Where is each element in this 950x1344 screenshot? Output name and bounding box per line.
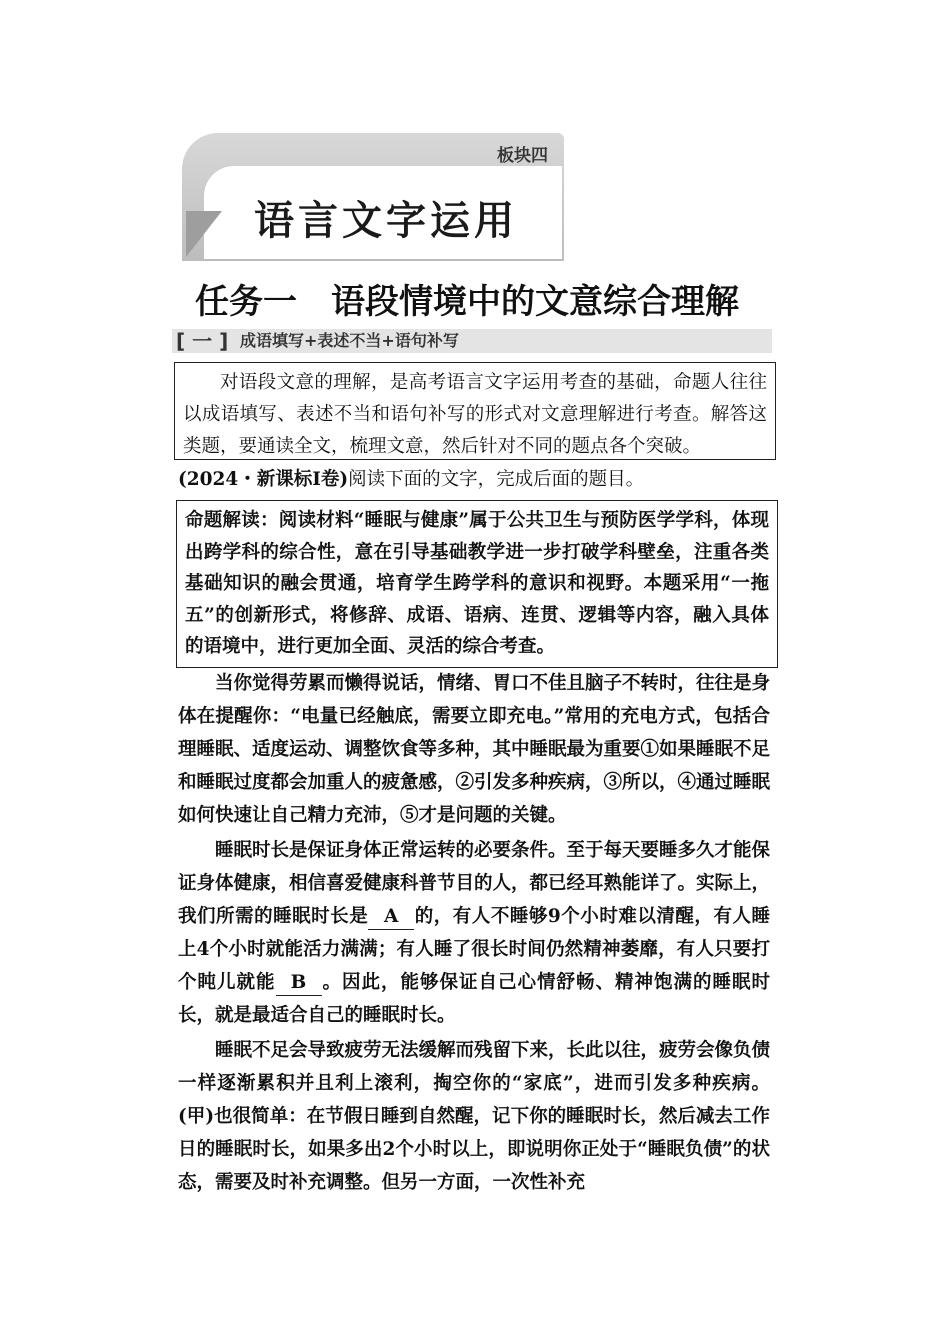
analysis-paragraph bbox=[185, 505, 769, 663]
analysis-label: 命题解读： bbox=[185, 510, 279, 531]
section-number: [ 一 ] bbox=[176, 329, 229, 353]
source-instruction: 阅读下面的文字，完成后面的题目。 bbox=[348, 469, 645, 490]
source-citation: (2024・新课标Ⅰ卷) bbox=[178, 469, 349, 490]
banner-title: 语言文字运用 bbox=[254, 198, 518, 244]
passage-paragraph-1: 当你觉得劳累而懒得说话，情绪、胃口不佳且脑子不转时，往往是身体在提醒你：“电量已经触底，需要立即充电。”常用的充电方式，包括合理睡眠、适度运动、调整饮食等多种，其中睡眠最为重要①如果睡眠不足和睡眠过度都会加重人的疲惫感，②引发多种疾病，③所以，④通过睡眠如何快速让自己精力充沛，⑤才是问题的关键。 bbox=[178, 673, 771, 826]
passage-p2-part-a: 睡眠时长是保证身体正常运转的必要条件。至于每天要睡多久才能保证身体健康，相信喜爱健康科普节目的人，都已经耳熟能详了。实际上，我们所需的睡眠时长是 bbox=[178, 840, 771, 927]
banner-tag: 板块四 bbox=[497, 146, 548, 166]
passage-paragraph-2 bbox=[178, 834, 770, 1032]
passage-paragraph-3: 睡眠不足会导致疲劳无法缓解而残留下来，长此以往，疲劳会像负债一样逐渐累积并且利上滚利，掏空你的“家底”，进而引发多种疾病。(甲)也很简单：在节假日睡到自然醒，记下你的睡眠时长，然后减去工作日的睡眠时长，如果多出2个小时以上，即说明你正处于“睡眠负债”的状态，需要及时补充调整。但另一方面，一次性补充 bbox=[178, 1040, 771, 1193]
intro-box bbox=[174, 362, 776, 460]
passage-p2-part-c: 。因此，能够保证自己心情舒畅、精神饱满的睡眠时长，就是最适合自己的睡眠时长。 bbox=[178, 972, 770, 1026]
blank-a: A bbox=[368, 905, 414, 930]
passage-p2-part-b: 的，有人不睡够9个小时难以清醒，有人睡上4个小时就能活力满满；有人睡了很长时间仍然精神萎靡，有人只要打个盹儿就能 bbox=[178, 906, 770, 993]
section-label: 成语填写+表述不当+语句补写 bbox=[240, 331, 459, 350]
intro-text: 对语段文意的理解，是高考语言文字运用考查的基础，命题人往往以成语填写、表述不当和语句补写的形式对文意理解进行考查。解答这类题，要通读全文，梳理文意，然后针对不同的题点各个突破。 bbox=[183, 372, 767, 457]
page-title: 任务一 语段情境中的文意综合理解 bbox=[195, 282, 739, 322]
banner-fold-corner bbox=[186, 211, 222, 257]
blank-b: B bbox=[276, 971, 322, 996]
section-banner bbox=[182, 133, 564, 261]
analysis-box bbox=[176, 500, 778, 668]
section-header bbox=[172, 329, 772, 353]
reading-passage bbox=[178, 667, 770, 1199]
analysis-text: 阅读材料“睡眠与健康”属于公共卫生与预防医学学科，体现出跨学科的综合性，意在引导基础教学进一步打破学科壁垒，注重各类基础知识的融会贯通，培育学生跨学科的意识和视野。本题采用“一拖五”的创新形式，将修辞、成语、语病、连贯、逻辑等内容，融入具体的语境中，进行更加全面、灵活的综合考查。 bbox=[185, 510, 769, 657]
question-source bbox=[178, 466, 644, 494]
